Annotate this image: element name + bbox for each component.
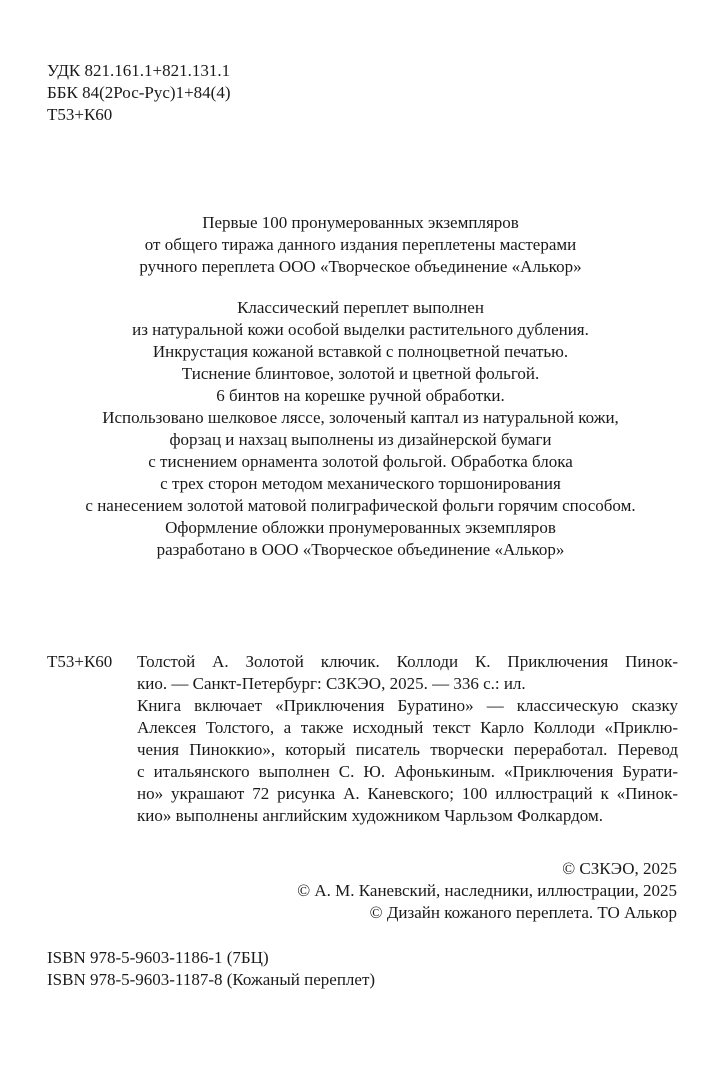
classification-block	[47, 60, 231, 126]
edition-note-line: от общего тиража данного издания переплетены мастерами	[144, 235, 577, 254]
binding-note	[0, 297, 721, 561]
copyright-block	[297, 858, 677, 924]
binding-note-line: Оформление обложки пронумерованных экземпляров	[165, 518, 556, 537]
binding-note-line: с нанесением золотой матовой полиграфической фольги горячим способом.	[85, 496, 636, 515]
binding-note-line: с тиснением орнамента золотой фольгой. Обработка блока	[148, 452, 573, 471]
catalog-line: Алексея Толстого, а также исходный текст Карло Коллоди «Приклю-	[137, 718, 678, 737]
binding-note-line: форзац и нахзац выполнены из дизайнерской бумаги	[169, 430, 552, 449]
binding-note-line: Классический переплет выполнен	[237, 298, 484, 317]
isbn-block	[47, 947, 375, 991]
catalog-line: но» украшают 72 рисунка А. Каневского; 100 иллюстраций к «Пинок-	[137, 784, 678, 803]
copyright-line: © Дизайн кожаного переплета. ТО Алькор	[369, 903, 677, 922]
binding-note-line: Использовано шелковое ляссе, золоченый каптал из натуральной кожи,	[102, 408, 619, 427]
catalog-entry	[137, 651, 678, 827]
catalog-line: с итальянского выполнен С. Ю. Афонькиным. «Приключения Бурати-	[137, 762, 678, 781]
isbn-line: ISBN 978-5-9603-1186-1 (7БЦ)	[47, 948, 269, 967]
catalog-line: кио» выполнены английским художником Чарльзом Фолкардом.	[137, 806, 603, 825]
binding-note-line: разработано в ООО «Творческое объединение «Алькор»	[156, 540, 565, 559]
binding-note-line: с трех сторон методом механического торшонирования	[160, 474, 561, 493]
bbk-code: ББК 84(2Рос-Рус)1+84(4)	[47, 83, 231, 102]
author-mark: Т53+К60	[47, 105, 113, 124]
copyright-line: © А. М. Каневский, наследники, иллюстрации, 2025	[297, 881, 677, 900]
binding-note-line: Тиснение блинтовое, золотой и цветной фольгой.	[181, 364, 540, 383]
isbn-line: ISBN 978-5-9603-1187-8 (Кожаный переплет)	[47, 970, 376, 989]
copyright-line: © СЗКЭО, 2025	[562, 859, 677, 878]
binding-note-line: 6 бинтов на корешке ручной обработки.	[216, 386, 505, 405]
catalog-line: Толстой А. Золотой ключик. Коллоди К. Приключения Пинок-	[137, 652, 678, 671]
edition-note-line: ручного переплета ООО «Творческое объединение «Алькор»	[139, 257, 582, 276]
binding-note-line: Инкрустация кожаной вставкой с полноцветной печатью.	[152, 342, 569, 361]
catalog-line: кио. — Санкт-Петербург: СЗКЭО, 2025. — 336 с.: ил.	[137, 674, 526, 693]
udk-code: УДК 821.161.1+821.131.1	[47, 61, 231, 80]
catalog-code: Т53+К60	[47, 652, 113, 671]
catalog-line: чения Пиноккио», который писатель творчески переработал. Перевод	[137, 740, 678, 759]
edition-note	[0, 212, 721, 278]
edition-note-line: Первые 100 пронумерованных экземпляров	[202, 213, 519, 232]
binding-note-line: из натуральной кожи особой выделки растительного дубления.	[132, 320, 589, 339]
catalog-line: Книга включает «Приключения Буратино» — классическую сказку	[137, 696, 678, 715]
